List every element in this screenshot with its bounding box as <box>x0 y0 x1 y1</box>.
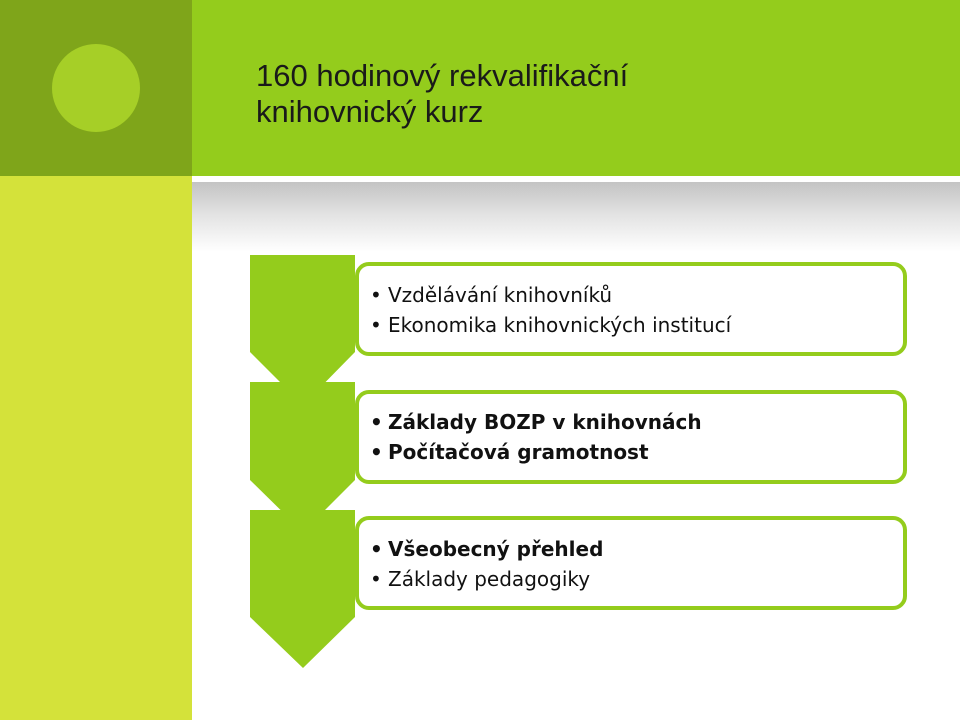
list-item: • Základy BOZP v knihovnách <box>370 407 702 437</box>
list-item: • Ekonomika knihovnických institucí <box>370 310 731 340</box>
step-1-list <box>370 280 731 340</box>
list-item: • Vzdělávání knihovníků <box>370 280 731 310</box>
title-line-2: knihovnický kurz <box>256 94 484 129</box>
list-item: • Počítačová gramotnost <box>370 437 702 467</box>
step-2-list <box>370 407 702 467</box>
chevron-arrow-3 <box>250 510 355 668</box>
list-item: • Všeobecný přehled <box>370 534 603 564</box>
chevron-arrow-2 <box>250 382 355 532</box>
step-3-list <box>370 534 603 594</box>
list-item: • Základy pedagogiky <box>370 564 603 594</box>
title-line-1: 160 hodinový rekvalifikační <box>256 58 629 93</box>
